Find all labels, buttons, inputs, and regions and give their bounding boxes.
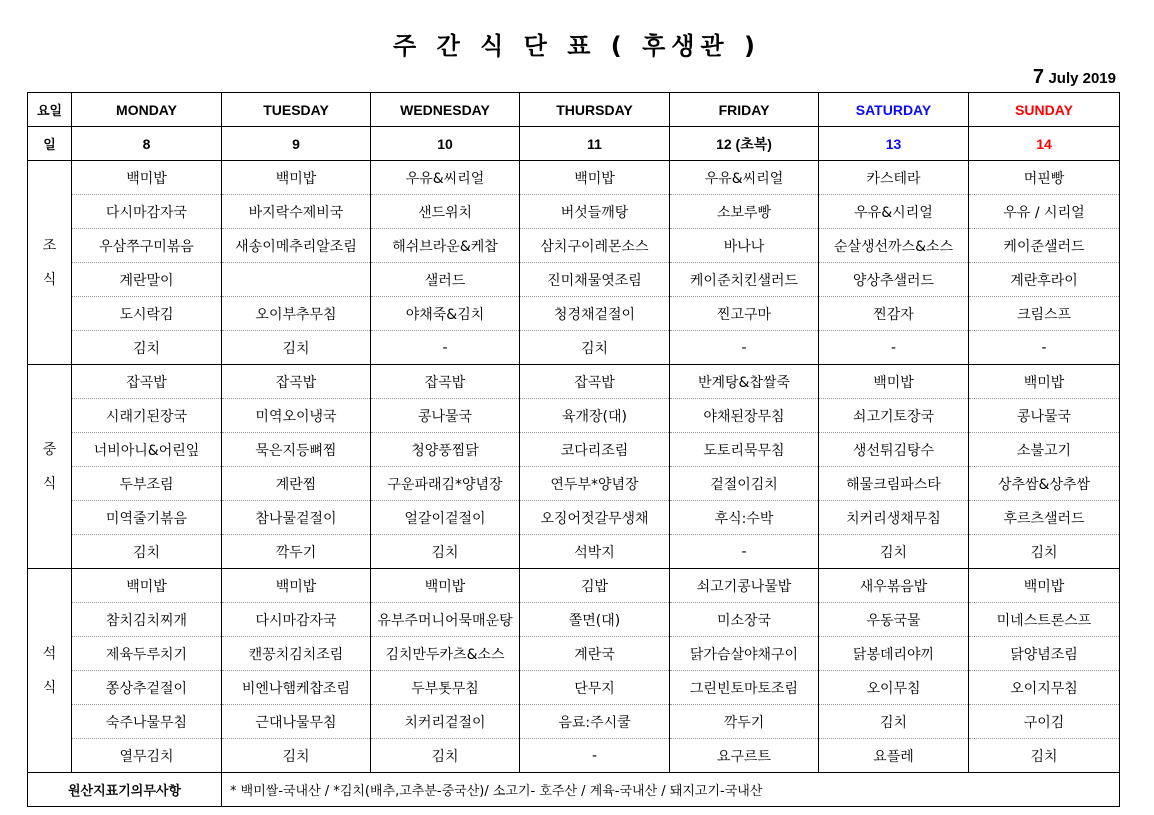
menu-item: 해쉬브라운&케찹	[371, 229, 520, 263]
weekly-menu-table	[27, 92, 1120, 807]
menu-item: 백미밥	[819, 365, 969, 399]
menu-item: 소보루빵	[670, 195, 819, 229]
menu-item: 연두부*양념장	[520, 467, 670, 501]
menu-item: 쇠고기토장국	[819, 399, 969, 433]
weekday-header: SATURDAY	[819, 93, 969, 127]
menu-item: 상추쌈&상추쌈	[969, 467, 1120, 501]
meal-label: 조 식	[28, 161, 72, 365]
menu-item: 백미밥	[969, 365, 1120, 399]
menu-item: -	[670, 535, 819, 569]
date-month-year: July 2019	[1048, 70, 1116, 87]
menu-item: 우삼쭈구미볶음	[72, 229, 222, 263]
meal-label: 중 식	[28, 365, 72, 569]
day-number: 9	[222, 127, 371, 161]
weekday-header: FRIDAY	[670, 93, 819, 127]
menu-item: 잡곡밥	[222, 365, 371, 399]
menu-item: 오이부추무침	[222, 297, 371, 331]
menu-item: 우유 / 시리얼	[969, 195, 1120, 229]
menu-item: 우유&씨리얼	[670, 161, 819, 195]
day-number: 13	[819, 127, 969, 161]
day-number: 10	[371, 127, 520, 161]
menu-item: 순살생선까스&소스	[819, 229, 969, 263]
menu-item: 김치	[819, 535, 969, 569]
menu-item: 바지락수제비국	[222, 195, 371, 229]
menu-item: 치커리생채무침	[819, 501, 969, 535]
menu-item: 묵은지등뼈찜	[222, 433, 371, 467]
menu-item: 백미밥	[969, 569, 1120, 603]
menu-item: 계란국	[520, 637, 670, 671]
menu-item: 잡곡밥	[520, 365, 670, 399]
menu-item: 참치김치찌개	[72, 603, 222, 637]
menu-item: 미역오이냉국	[222, 399, 371, 433]
day-number: 8	[72, 127, 222, 161]
menu-item: 백미밥	[222, 161, 371, 195]
menu-item: 석박지	[520, 535, 670, 569]
meal-label: 석 식	[28, 569, 72, 773]
menu-item: 김치만두카츠&소스	[371, 637, 520, 671]
menu-item: 계란말이	[72, 263, 222, 297]
menu-item: 김치	[819, 705, 969, 739]
menu-item: 백미밥	[222, 569, 371, 603]
menu-item: 우동국물	[819, 603, 969, 637]
menu-item: 오이무침	[819, 671, 969, 705]
menu-item: 겉절이김치	[670, 467, 819, 501]
day-number: 12 (초복)	[670, 127, 819, 161]
menu-item: 계란후라이	[969, 263, 1120, 297]
menu-item: 새송이메추리알조림	[222, 229, 371, 263]
menu-item: 구이김	[969, 705, 1120, 739]
menu-item: 백미밥	[371, 569, 520, 603]
origin-label: 원산지표기의무사항	[28, 773, 222, 807]
menu-item: 쫑상추겉절이	[72, 671, 222, 705]
menu-item: 백미밥	[72, 161, 222, 195]
menu-item: 머핀빵	[969, 161, 1120, 195]
menu-item: 소불고기	[969, 433, 1120, 467]
menu-item: 콩나물국	[969, 399, 1120, 433]
menu-item: 야채죽&김치	[371, 297, 520, 331]
menu-item: 구운파래김*양념장	[371, 467, 520, 501]
menu-item: 샐러드	[371, 263, 520, 297]
menu-item: 미소장국	[670, 603, 819, 637]
weekday-row-label: 요일	[28, 93, 72, 127]
menu-item: 요플레	[819, 739, 969, 773]
menu-item: 근대나물무침	[222, 705, 371, 739]
menu-item: 케이준샐러드	[969, 229, 1120, 263]
menu-item: 우유&시리얼	[819, 195, 969, 229]
menu-item: 깍두기	[670, 705, 819, 739]
menu-item: 비엔나햄케찹조림	[222, 671, 371, 705]
menu-item: 닭양념조림	[969, 637, 1120, 671]
menu-item: 찐감자	[819, 297, 969, 331]
menu-item	[222, 263, 371, 297]
menu-item: 김치	[222, 331, 371, 365]
menu-item: 김치	[969, 535, 1120, 569]
menu-item: 김치	[520, 331, 670, 365]
menu-item: 삼치구이레몬소스	[520, 229, 670, 263]
menu-item: 버섯들깨탕	[520, 195, 670, 229]
menu-item: 야채된장무침	[670, 399, 819, 433]
menu-item: 그린빈토마토조림	[670, 671, 819, 705]
menu-item: 닭봉데리야끼	[819, 637, 969, 671]
menu-item: 다시마감자국	[72, 195, 222, 229]
menu-item: 김치	[969, 739, 1120, 773]
menu-item: 후식:수박	[670, 501, 819, 535]
menu-item: 생선튀김탕수	[819, 433, 969, 467]
menu-item: 시래기된장국	[72, 399, 222, 433]
menu-item: 바나나	[670, 229, 819, 263]
menu-item: -	[670, 331, 819, 365]
menu-item: 오이지무침	[969, 671, 1120, 705]
menu-item: 단무지	[520, 671, 670, 705]
menu-item: 도토리묵무침	[670, 433, 819, 467]
menu-item: 진미채물엿조림	[520, 263, 670, 297]
menu-item: 청양풍찜닭	[371, 433, 520, 467]
menu-item: 김치	[222, 739, 371, 773]
origin-text: * 백미쌀-국내산 / *김치(배추,고추분-중국산)/ 소고기- 호주산 / 계육-국내산 / 돼지고기-국내산	[222, 773, 1120, 807]
day-number: 14	[969, 127, 1120, 161]
menu-item: 다시마감자국	[222, 603, 371, 637]
menu-item: 청경채겉절이	[520, 297, 670, 331]
page-title: 주 간 식 단 표 ( 후생관 )	[393, 32, 761, 60]
menu-item: 두부톳무침	[371, 671, 520, 705]
menu-item: 백미밥	[520, 161, 670, 195]
menu-item: 김밥	[520, 569, 670, 603]
menu-item: 깍두기	[222, 535, 371, 569]
menu-item: 김치	[371, 535, 520, 569]
menu-item: 해물크림파스타	[819, 467, 969, 501]
menu-item: 백미밥	[72, 569, 222, 603]
menu-item: 미네스트론스프	[969, 603, 1120, 637]
menu-item: 두부조림	[72, 467, 222, 501]
menu-item: 쇠고기콩나물밥	[670, 569, 819, 603]
menu-item: 참나물겉절이	[222, 501, 371, 535]
menu-item: 김치	[72, 331, 222, 365]
menu-item: 반계탕&찹쌀죽	[670, 365, 819, 399]
menu-item: 케이준치킨샐러드	[670, 263, 819, 297]
menu-item: 크림스프	[969, 297, 1120, 331]
menu-item: 우유&씨리얼	[371, 161, 520, 195]
day-number: 11	[520, 127, 670, 161]
menu-date	[1033, 66, 1116, 89]
weekday-header: MONDAY	[72, 93, 222, 127]
menu-item: 찐고구마	[670, 297, 819, 331]
menu-item: 너비아니&어린잎	[72, 433, 222, 467]
menu-item: 카스테라	[819, 161, 969, 195]
menu-body	[28, 93, 1120, 807]
menu-item: 샌드위치	[371, 195, 520, 229]
menu-item: 계란찜	[222, 467, 371, 501]
weekday-header: TUESDAY	[222, 93, 371, 127]
menu-item: 쫄면(대)	[520, 603, 670, 637]
weekday-header: SUNDAY	[969, 93, 1120, 127]
menu-item: 요구르트	[670, 739, 819, 773]
menu-item: 김치	[371, 739, 520, 773]
menu-item: 제육두루치기	[72, 637, 222, 671]
date-day: 7	[1032, 66, 1044, 88]
menu-item: 도시락김	[72, 297, 222, 331]
menu-item: 양상추샐러드	[819, 263, 969, 297]
menu-item: 오징어젓갈무생채	[520, 501, 670, 535]
menu-item: 닭가슴살야채구이	[670, 637, 819, 671]
weekday-header: WEDNESDAY	[371, 93, 520, 127]
menu-item: 캔꽁치김치조림	[222, 637, 371, 671]
weekday-header: THURSDAY	[520, 93, 670, 127]
menu-item: -	[371, 331, 520, 365]
menu-item: 육개장(대)	[520, 399, 670, 433]
menu-item: 유부주머니어묵매운탕	[371, 603, 520, 637]
menu-item: -	[520, 739, 670, 773]
day-row-label: 일	[28, 127, 72, 161]
menu-item: 음료:주시쿨	[520, 705, 670, 739]
menu-item: -	[819, 331, 969, 365]
menu-item: 미역줄기볶음	[72, 501, 222, 535]
menu-item: 열무김치	[72, 739, 222, 773]
menu-item: 김치	[72, 535, 222, 569]
menu-item: 새우볶음밥	[819, 569, 969, 603]
menu-item: 코다리조림	[520, 433, 670, 467]
menu-item: 치커리겉절이	[371, 705, 520, 739]
menu-item: 얼갈이겉절이	[371, 501, 520, 535]
menu-item: -	[969, 331, 1120, 365]
menu-item: 후르츠샐러드	[969, 501, 1120, 535]
menu-item: 숙주나물무침	[72, 705, 222, 739]
menu-item: 잡곡밥	[371, 365, 520, 399]
menu-item: 잡곡밥	[72, 365, 222, 399]
menu-item: 콩나물국	[371, 399, 520, 433]
